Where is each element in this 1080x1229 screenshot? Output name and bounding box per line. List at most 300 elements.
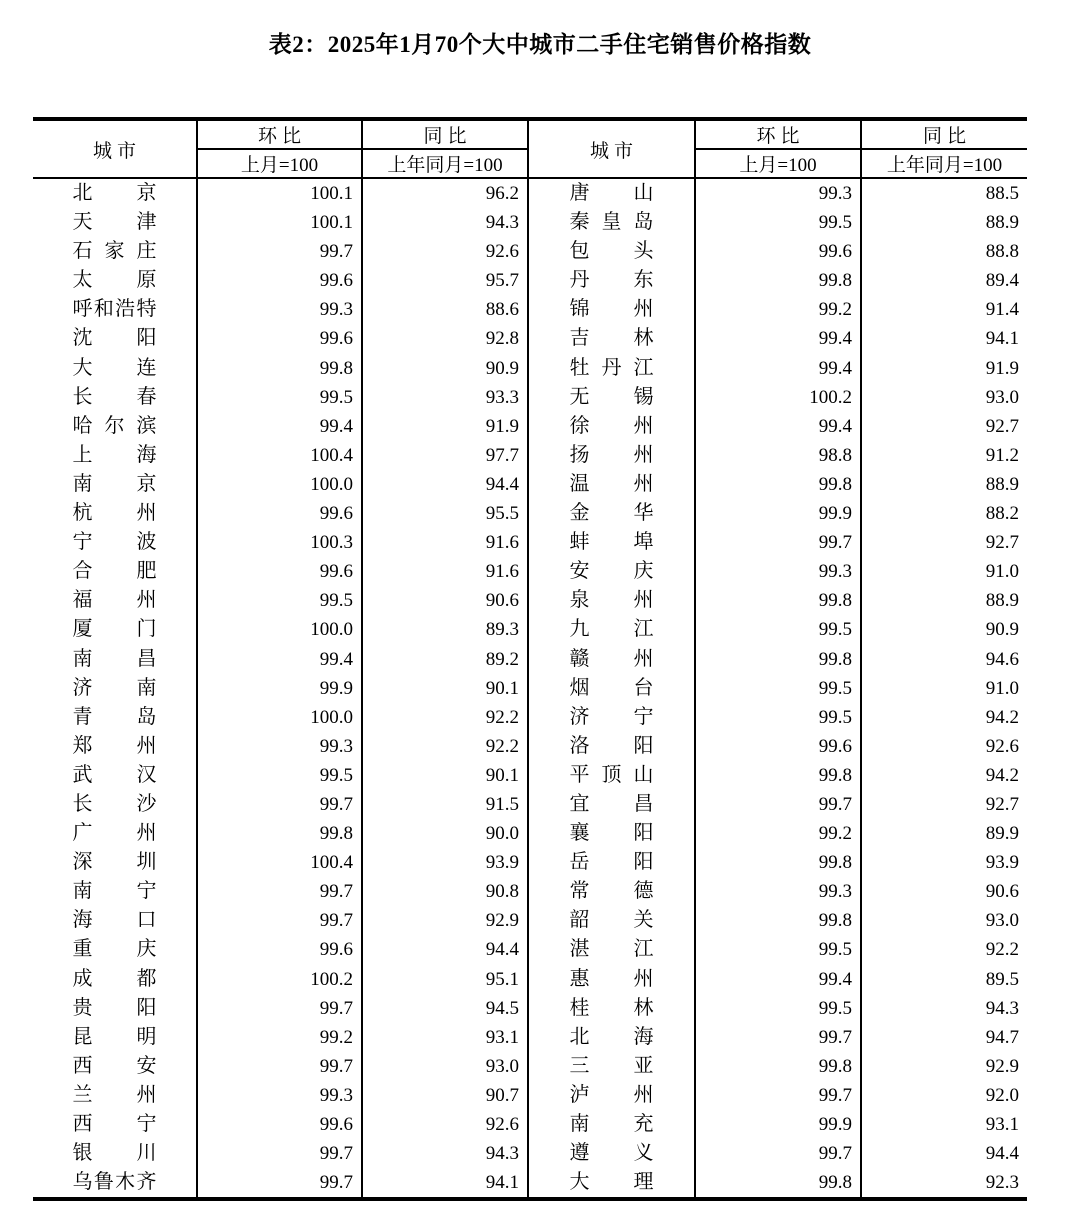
city-cell-left — [33, 935, 197, 964]
city-cell-left — [33, 1168, 197, 1199]
mom-value-left: 99.5 — [197, 761, 362, 790]
mom-value-left: 99.7 — [197, 1168, 362, 1199]
city-name: 大理 — [569, 1171, 654, 1194]
mom-value-right: 99.2 — [695, 819, 861, 848]
yoy-value-left: 92.6 — [362, 1110, 528, 1139]
city-cell-left — [33, 1023, 197, 1052]
table-row — [33, 266, 1027, 295]
yoy-value-right: 94.3 — [861, 994, 1027, 1023]
yoy-header-label: 同比 — [922, 126, 971, 147]
mom-value-left: 100.0 — [197, 703, 362, 732]
mom-value-right: 99.6 — [695, 237, 861, 266]
table-row — [33, 790, 1027, 819]
mom-value-right: 99.4 — [695, 965, 861, 994]
mom-value-left: 99.6 — [197, 1110, 362, 1139]
mom-column-header-right — [695, 119, 861, 149]
yoy-value-left: 91.6 — [362, 557, 528, 586]
city-cell-left — [33, 1081, 197, 1110]
mom-value-right: 100.2 — [695, 383, 861, 412]
table-body — [33, 178, 1027, 1199]
mom-value-right: 98.8 — [695, 441, 861, 470]
yoy-value-right: 88.8 — [861, 237, 1027, 266]
city-header-label: 城市 — [92, 140, 141, 162]
mom-value-right: 99.8 — [695, 1052, 861, 1081]
city-cell-right — [528, 819, 695, 848]
mom-value-left: 99.5 — [197, 383, 362, 412]
yoy-value-left: 90.8 — [362, 877, 528, 906]
city-cell-left — [33, 674, 197, 703]
city-column-header-left — [33, 119, 197, 178]
table-row — [33, 674, 1027, 703]
document-page — [0, 30, 1080, 1229]
city-cell-right — [528, 383, 695, 412]
mom-value-right: 99.6 — [695, 732, 861, 761]
mom-value-left: 100.0 — [197, 615, 362, 644]
yoy-value-left: 94.5 — [362, 994, 528, 1023]
city-name: 泸州 — [569, 1083, 654, 1106]
city-cell-left — [33, 237, 197, 266]
mom-value-left: 99.7 — [197, 1139, 362, 1168]
city-name: 济南 — [72, 676, 157, 699]
city-cell-right — [528, 354, 695, 383]
mom-value-right: 99.5 — [695, 935, 861, 964]
mom-value-right: 99.5 — [695, 674, 861, 703]
yoy-value-left: 93.1 — [362, 1023, 528, 1052]
city-name: 福州 — [72, 589, 157, 612]
city-name: 韶关 — [569, 909, 654, 932]
mom-value-left: 99.6 — [197, 324, 362, 353]
city-name: 襄阳 — [569, 822, 654, 845]
yoy-value-left: 92.6 — [362, 237, 528, 266]
city-cell-right — [528, 208, 695, 237]
city-cell-right — [528, 674, 695, 703]
city-cell-left — [33, 499, 197, 528]
yoy-value-left: 93.3 — [362, 383, 528, 412]
mom-value-right: 99.7 — [695, 1023, 861, 1052]
yoy-value-left: 90.0 — [362, 819, 528, 848]
mom-value-right: 99.8 — [695, 848, 861, 877]
city-name: 乌鲁木齐 — [72, 1171, 157, 1194]
mom-value-left: 100.1 — [197, 178, 362, 208]
city-name: 大连 — [72, 356, 157, 379]
yoy-value-right: 90.9 — [861, 615, 1027, 644]
table-row — [33, 761, 1027, 790]
city-cell-right — [528, 266, 695, 295]
city-name: 重庆 — [72, 938, 157, 961]
yoy-value-right: 88.9 — [861, 208, 1027, 237]
yoy-value-left: 88.6 — [362, 295, 528, 324]
table-row — [33, 645, 1027, 674]
city-name: 唐山 — [569, 182, 654, 204]
city-name: 广州 — [72, 822, 157, 845]
yoy-value-left: 94.4 — [362, 470, 528, 499]
yoy-value-right: 93.0 — [861, 383, 1027, 412]
yoy-value-left: 95.5 — [362, 499, 528, 528]
city-cell-right — [528, 1139, 695, 1168]
mom-value-left: 99.6 — [197, 557, 362, 586]
mom-value-right: 99.9 — [695, 499, 861, 528]
city-cell-right — [528, 470, 695, 499]
mom-value-left: 99.3 — [197, 732, 362, 761]
yoy-value-left: 91.6 — [362, 528, 528, 557]
mom-value-left: 99.6 — [197, 499, 362, 528]
city-name: 呼和浩特 — [72, 298, 157, 321]
city-cell-left — [33, 354, 197, 383]
city-cell-left — [33, 324, 197, 353]
mom-value-left: 100.0 — [197, 470, 362, 499]
mom-value-right: 99.8 — [695, 470, 861, 499]
mom-value-right: 99.5 — [695, 703, 861, 732]
yoy-value-left: 89.2 — [362, 645, 528, 674]
yoy-value-right: 89.4 — [861, 266, 1027, 295]
table-row — [33, 1110, 1027, 1139]
yoy-value-right: 91.2 — [861, 441, 1027, 470]
city-cell-left — [33, 1139, 197, 1168]
mom-header-label: 环比 — [756, 126, 805, 147]
mom-value-left: 99.7 — [197, 994, 362, 1023]
city-cell-right — [528, 790, 695, 819]
city-name: 安庆 — [569, 560, 654, 583]
city-column-header-right — [528, 119, 695, 178]
city-name: 遵义 — [569, 1142, 654, 1165]
table-row — [33, 441, 1027, 470]
city-name: 兰州 — [72, 1083, 157, 1106]
yoy-value-left: 94.3 — [362, 1139, 528, 1168]
city-name: 蚌埠 — [569, 531, 654, 554]
city-header-label: 城市 — [589, 140, 638, 162]
table-row — [33, 499, 1027, 528]
city-name: 南宁 — [72, 880, 157, 903]
city-cell-right — [528, 557, 695, 586]
city-cell-left — [33, 383, 197, 412]
city-name: 吉林 — [569, 327, 654, 350]
mom-value-left: 99.9 — [197, 674, 362, 703]
city-cell-right — [528, 965, 695, 994]
city-name: 成都 — [72, 967, 157, 990]
yoy-value-right: 92.6 — [861, 732, 1027, 761]
city-name: 金华 — [569, 502, 654, 525]
mom-value-left: 99.7 — [197, 790, 362, 819]
mom-value-left: 99.8 — [197, 354, 362, 383]
yoy-value-left: 91.5 — [362, 790, 528, 819]
city-cell-right — [528, 1168, 695, 1199]
mom-value-left: 99.2 — [197, 1023, 362, 1052]
yoy-value-right: 93.0 — [861, 906, 1027, 935]
yoy-base-header-left: 上年同月=100 — [362, 149, 528, 178]
city-name: 北海 — [569, 1025, 654, 1048]
city-cell-left — [33, 528, 197, 557]
mom-value-left: 100.1 — [197, 208, 362, 237]
yoy-value-right: 91.4 — [861, 295, 1027, 324]
yoy-column-header-right — [861, 119, 1027, 149]
table-row — [33, 848, 1027, 877]
yoy-value-right: 90.6 — [861, 877, 1027, 906]
city-name: 烟台 — [569, 676, 654, 699]
yoy-base-header-right: 上年同月=100 — [861, 149, 1027, 178]
city-name: 九江 — [569, 618, 654, 641]
yoy-value-right: 89.9 — [861, 819, 1027, 848]
table-row — [33, 935, 1027, 964]
table-row — [33, 994, 1027, 1023]
mom-value-left: 100.4 — [197, 441, 362, 470]
table-row — [33, 354, 1027, 383]
city-cell-left — [33, 615, 197, 644]
yoy-column-header-left — [362, 119, 528, 149]
table-row — [33, 965, 1027, 994]
mom-value-left: 99.4 — [197, 412, 362, 441]
city-name: 银川 — [72, 1142, 157, 1165]
city-name: 杭州 — [72, 502, 157, 525]
city-cell-right — [528, 1023, 695, 1052]
city-cell-right — [528, 645, 695, 674]
table-row — [33, 528, 1027, 557]
city-name: 宜昌 — [569, 792, 654, 815]
mom-value-right: 99.5 — [695, 615, 861, 644]
yoy-value-right: 94.1 — [861, 324, 1027, 353]
city-cell-right — [528, 324, 695, 353]
city-name: 西安 — [72, 1054, 157, 1077]
yoy-value-right: 88.5 — [861, 178, 1027, 208]
table-row — [33, 703, 1027, 732]
yoy-value-right: 93.9 — [861, 848, 1027, 877]
mom-value-right: 99.7 — [695, 790, 861, 819]
city-name: 湛江 — [569, 938, 654, 961]
yoy-value-left: 90.1 — [362, 674, 528, 703]
yoy-value-right: 94.7 — [861, 1023, 1027, 1052]
mom-value-left: 100.2 — [197, 965, 362, 994]
city-cell-left — [33, 1110, 197, 1139]
mom-value-right: 99.3 — [695, 557, 861, 586]
mom-value-right: 99.8 — [695, 266, 861, 295]
mom-header-label: 环比 — [257, 126, 306, 147]
city-name: 宁波 — [72, 531, 157, 554]
yoy-value-right: 92.9 — [861, 1052, 1027, 1081]
city-cell-right — [528, 761, 695, 790]
yoy-value-right: 92.7 — [861, 528, 1027, 557]
city-name: 无锡 — [569, 385, 654, 408]
mom-value-left: 100.4 — [197, 848, 362, 877]
city-name: 赣州 — [569, 647, 654, 670]
city-name: 济宁 — [569, 705, 654, 728]
mom-value-right: 99.8 — [695, 645, 861, 674]
city-cell-left — [33, 557, 197, 586]
city-cell-left — [33, 906, 197, 935]
yoy-value-left: 92.2 — [362, 703, 528, 732]
city-cell-left — [33, 295, 197, 324]
yoy-value-left: 94.1 — [362, 1168, 528, 1199]
city-name: 青岛 — [72, 705, 157, 728]
city-cell-right — [528, 237, 695, 266]
city-cell-right — [528, 178, 695, 208]
city-cell-left — [33, 819, 197, 848]
city-cell-right — [528, 877, 695, 906]
city-name: 长沙 — [72, 792, 157, 815]
city-name: 锦州 — [569, 298, 654, 321]
table-title: 表2：2025年1月70个大中城市二手住宅销售价格指数 — [268, 32, 812, 57]
mom-value-right: 99.8 — [695, 586, 861, 615]
mom-value-right: 99.7 — [695, 528, 861, 557]
city-name: 温州 — [569, 472, 654, 495]
table-row — [33, 906, 1027, 935]
table-row — [33, 1081, 1027, 1110]
city-name: 海口 — [72, 909, 157, 932]
yoy-value-left: 93.0 — [362, 1052, 528, 1081]
city-cell-right — [528, 1052, 695, 1081]
city-cell-right — [528, 703, 695, 732]
yoy-value-left: 92.2 — [362, 732, 528, 761]
yoy-value-right: 89.5 — [861, 965, 1027, 994]
city-name: 天津 — [72, 211, 157, 234]
table-row — [33, 1168, 1027, 1199]
yoy-value-right: 94.4 — [861, 1139, 1027, 1168]
mom-value-left: 99.6 — [197, 935, 362, 964]
city-cell-left — [33, 1052, 197, 1081]
mom-value-left: 99.6 — [197, 266, 362, 295]
city-cell-right — [528, 1081, 695, 1110]
mom-value-right: 99.3 — [695, 178, 861, 208]
city-name: 丹东 — [569, 269, 654, 292]
city-cell-left — [33, 645, 197, 674]
yoy-value-left: 95.1 — [362, 965, 528, 994]
table-row — [33, 208, 1027, 237]
yoy-value-left: 90.6 — [362, 586, 528, 615]
city-name: 徐州 — [569, 414, 654, 437]
city-name: 深圳 — [72, 851, 157, 874]
city-name: 郑州 — [72, 734, 157, 757]
city-cell-left — [33, 877, 197, 906]
table-row — [33, 295, 1027, 324]
yoy-value-left: 93.9 — [362, 848, 528, 877]
yoy-value-left: 97.7 — [362, 441, 528, 470]
city-cell-left — [33, 761, 197, 790]
city-cell-left — [33, 412, 197, 441]
city-name: 洛阳 — [569, 734, 654, 757]
mom-value-right: 99.4 — [695, 412, 861, 441]
city-name: 武汉 — [72, 763, 157, 786]
city-cell-left — [33, 848, 197, 877]
mom-value-right: 99.9 — [695, 1110, 861, 1139]
yoy-value-right: 88.9 — [861, 586, 1027, 615]
table-row — [33, 470, 1027, 499]
city-name: 秦皇岛 — [569, 211, 654, 234]
mom-value-right: 99.8 — [695, 906, 861, 935]
mom-value-left: 99.7 — [197, 877, 362, 906]
mom-base-header-right: 上月=100 — [695, 149, 861, 178]
city-name: 扬州 — [569, 443, 654, 466]
table-row — [33, 1023, 1027, 1052]
mom-value-right: 99.7 — [695, 1139, 861, 1168]
yoy-value-right: 91.0 — [861, 557, 1027, 586]
table-row — [33, 877, 1027, 906]
table-row — [33, 383, 1027, 412]
city-cell-left — [33, 208, 197, 237]
yoy-value-right: 92.3 — [861, 1168, 1027, 1199]
city-name: 岳阳 — [569, 851, 654, 874]
yoy-value-right: 91.0 — [861, 674, 1027, 703]
city-cell-left — [33, 965, 197, 994]
mom-value-right: 99.4 — [695, 354, 861, 383]
yoy-value-right: 94.6 — [861, 645, 1027, 674]
city-name: 石家庄 — [72, 240, 157, 263]
table-header — [33, 119, 1027, 178]
table-row — [33, 732, 1027, 761]
yoy-value-left: 91.9 — [362, 412, 528, 441]
table-row — [33, 412, 1027, 441]
table-row — [33, 615, 1027, 644]
city-cell-right — [528, 848, 695, 877]
yoy-value-left: 92.8 — [362, 324, 528, 353]
mom-value-left: 99.8 — [197, 819, 362, 848]
mom-column-header-left — [197, 119, 362, 149]
yoy-value-right: 92.0 — [861, 1081, 1027, 1110]
city-cell-left — [33, 732, 197, 761]
yoy-value-left: 90.1 — [362, 761, 528, 790]
table-row — [33, 324, 1027, 353]
yoy-value-left: 90.9 — [362, 354, 528, 383]
city-name: 厦门 — [72, 618, 157, 641]
mom-value-right: 99.4 — [695, 324, 861, 353]
city-cell-right — [528, 412, 695, 441]
yoy-value-right: 91.9 — [861, 354, 1027, 383]
mom-base-header-left: 上月=100 — [197, 149, 362, 178]
city-name: 包头 — [569, 240, 654, 263]
mom-value-left: 99.5 — [197, 586, 362, 615]
city-name: 平顶山 — [569, 763, 654, 786]
mom-value-left: 99.7 — [197, 237, 362, 266]
yoy-value-right: 94.2 — [861, 761, 1027, 790]
city-name: 西宁 — [72, 1113, 157, 1135]
yoy-value-left: 96.2 — [362, 178, 528, 208]
yoy-value-left: 92.9 — [362, 906, 528, 935]
yoy-value-right: 94.2 — [861, 703, 1027, 732]
table-row — [33, 1052, 1027, 1081]
city-cell-right — [528, 732, 695, 761]
yoy-value-right: 88.2 — [861, 499, 1027, 528]
yoy-value-left: 94.3 — [362, 208, 528, 237]
city-name: 南充 — [569, 1113, 654, 1135]
table-row — [33, 178, 1027, 208]
city-cell-right — [528, 615, 695, 644]
city-name: 南京 — [72, 472, 157, 495]
city-name: 桂林 — [569, 996, 654, 1019]
yoy-value-left: 90.7 — [362, 1081, 528, 1110]
mom-value-right: 99.2 — [695, 295, 861, 324]
yoy-value-left: 94.4 — [362, 935, 528, 964]
city-name: 泉州 — [569, 589, 654, 612]
city-cell-right — [528, 994, 695, 1023]
city-cell-left — [33, 703, 197, 732]
price-index-table — [33, 117, 1027, 1201]
city-cell-right — [528, 441, 695, 470]
mom-value-right: 99.3 — [695, 877, 861, 906]
city-cell-left — [33, 586, 197, 615]
mom-value-left: 99.3 — [197, 295, 362, 324]
city-name: 南昌 — [72, 647, 157, 670]
mom-value-right: 99.8 — [695, 1168, 861, 1199]
city-name: 合肥 — [72, 560, 157, 583]
mom-value-left: 99.7 — [197, 1052, 362, 1081]
yoy-value-left: 95.7 — [362, 266, 528, 295]
city-cell-left — [33, 178, 197, 208]
yoy-value-right: 92.7 — [861, 790, 1027, 819]
mom-value-left: 100.3 — [197, 528, 362, 557]
city-cell-right — [528, 295, 695, 324]
table-row — [33, 819, 1027, 848]
city-name: 北京 — [72, 182, 157, 204]
city-name: 太原 — [72, 269, 157, 292]
yoy-value-right: 92.2 — [861, 935, 1027, 964]
city-cell-right — [528, 528, 695, 557]
